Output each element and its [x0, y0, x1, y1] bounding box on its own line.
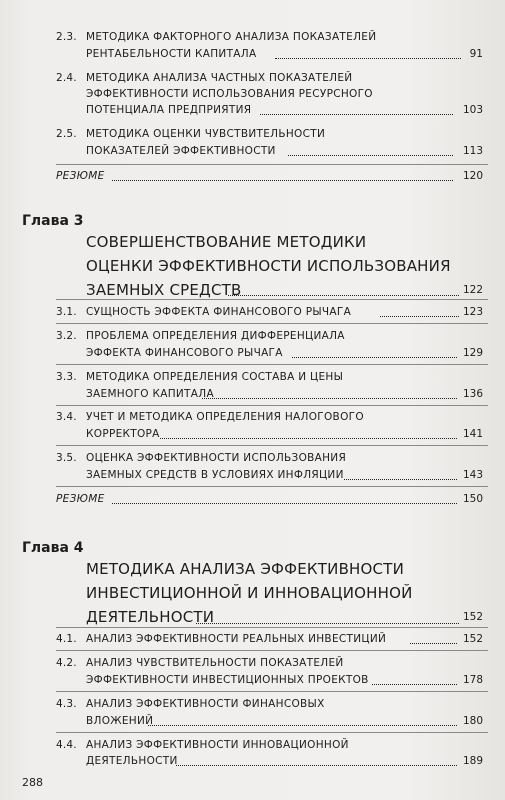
resume-label: РЕЗЮМЕ: [56, 170, 105, 182]
leader-dots: [112, 180, 453, 181]
entry-page: 150: [462, 493, 483, 505]
leader-dots: [112, 503, 457, 504]
entry-page: 103: [462, 104, 483, 116]
leader-dots: [196, 623, 459, 624]
entry-title-line: МЕТОДИКА ОПРЕДЕЛЕНИЯ СОСТАВА И ЦЕНЫ: [86, 371, 344, 383]
divider: [56, 627, 488, 628]
entry-title-line: МЕТОДИКА ФАКТОРНОГО АНАЛИЗА ПОКАЗАТЕЛЕЙ: [86, 31, 377, 43]
entry-title-line: УЧЕТ И МЕТОДИКА ОПРЕДЕЛЕНИЯ НАЛОГОВОГО: [86, 411, 364, 423]
entry-number: 3.3.: [56, 371, 77, 383]
page-number: 288: [22, 776, 43, 789]
entry-page: 152: [462, 633, 483, 645]
entry-title-line: ЗАЕМНОГО КАПИТАЛА: [86, 388, 214, 400]
entry-title-line: ЭФФЕКТИВНОСТИ ИНВЕСТИЦИОННЫХ ПРОЕКТОВ: [86, 674, 369, 686]
leader-dots: [292, 357, 457, 358]
leader-dots: [380, 316, 459, 317]
entry-number: 4.2.: [56, 657, 77, 669]
leader-dots: [275, 58, 461, 59]
resume-label: РЕЗЮМЕ: [56, 493, 105, 505]
entry-title-line: ВЛОЖЕНИЙ: [86, 715, 154, 727]
divider: [56, 732, 488, 733]
divider: [56, 164, 488, 165]
chapter-3-label: Глава 3: [22, 213, 84, 229]
entry-title-line: ЭФФЕКТА ФИНАНСОВОГО РЫЧАГА: [86, 347, 283, 359]
divider: [56, 445, 488, 446]
entry-title-line: МЕТОДИКА ОЦЕНКИ ЧУВСТВИТЕЛЬНОСТИ: [86, 128, 326, 140]
divider: [56, 650, 488, 651]
entry-title-line: АНАЛИЗ ЭФФЕКТИВНОСТИ ИННОВАЦИОННОЙ: [86, 739, 349, 751]
entry-title-line: ОЦЕНКА ЭФФЕКТИВНОСТИ ИСПОЛЬЗОВАНИЯ: [86, 452, 347, 464]
leader-dots: [160, 438, 457, 439]
entry-number: 2.4.: [56, 72, 77, 84]
chapter-4-page: 152: [462, 611, 483, 623]
entry-page: 120: [462, 170, 483, 182]
chapter-3-title-line: ОЦЕНКИ ЭФФЕКТИВНОСТИ ИСПОЛЬЗОВАНИЯ: [86, 257, 451, 275]
leader-dots: [260, 114, 453, 115]
chapter-3-title-line: ЗАЕМНЫХ СРЕДСТВ: [86, 281, 242, 299]
entry-title-line: ПОТЕНЦИАЛА ПРЕДПРИЯТИЯ: [86, 104, 252, 116]
entry-page: 129: [462, 347, 483, 359]
entry-number: 2.5.: [56, 128, 77, 140]
leader-dots: [176, 765, 457, 766]
entry-title-line: РЕНТАБЕЛЬНОСТИ КАПИТАЛА: [86, 48, 257, 60]
chapter-4-title-line: ДЕЯТЕЛЬНОСТИ: [86, 608, 215, 626]
entry-number: 3.1.: [56, 306, 77, 318]
entry-title-line: АНАЛИЗ ЧУВСТВИТЕЛЬНОСТИ ПОКАЗАТЕЛЕЙ: [86, 657, 344, 669]
chapter-3-title-line: СОВЕРШЕНСТВОВАНИЕ МЕТОДИКИ: [86, 233, 367, 251]
entry-title-line: АНАЛИЗ ЭФФЕКТИВНОСТИ ФИНАНСОВЫХ: [86, 698, 325, 710]
chapter-4-label: Глава 4: [22, 540, 84, 556]
leader-dots: [148, 725, 457, 726]
chapter-3-page: 122: [462, 284, 483, 296]
chapter-4-title-line: МЕТОДИКА АНАЛИЗА ЭФФЕКТИВНОСТИ: [86, 560, 404, 578]
divider: [56, 323, 488, 324]
entry-title-line: ПРОБЛЕМА ОПРЕДЕЛЕНИЯ ДИФФЕРЕНЦИАЛА: [86, 330, 345, 342]
entry-page: 178: [462, 674, 483, 686]
entry-title-line: ЭФФЕКТИВНОСТИ ИСПОЛЬЗОВАНИЯ РЕСУРСНОГО: [86, 88, 373, 100]
divider: [56, 299, 488, 300]
entry-page: 113: [462, 145, 483, 157]
divider: [56, 691, 488, 692]
entry-page: 180: [462, 715, 483, 727]
entry-title-line: МЕТОДИКА АНАЛИЗА ЧАСТНЫХ ПОКАЗАТЕЛЕЙ: [86, 72, 353, 84]
entry-title-line: АНАЛИЗ ЭФФЕКТИВНОСТИ РЕАЛЬНЫХ ИНВЕСТИЦИЙ: [86, 633, 387, 645]
divider: [56, 364, 488, 365]
divider: [56, 405, 488, 406]
entry-title-line: СУЩНОСТЬ ЭФФЕКТА ФИНАНСОВОГО РЫЧАГА: [86, 306, 352, 318]
entry-title-line: ПОКАЗАТЕЛЕЙ ЭФФЕКТИВНОСТИ: [86, 145, 276, 157]
entry-number: 3.5.: [56, 452, 77, 464]
entry-page: 123: [462, 306, 483, 318]
entry-page: 143: [462, 469, 483, 481]
entry-title-line: КОРРЕКТОРА: [86, 428, 160, 440]
entry-number: 4.4.: [56, 739, 77, 751]
entry-title-line: ДЕЯТЕЛЬНОСТИ: [86, 755, 178, 767]
entry-page: 136: [462, 388, 483, 400]
leader-dots: [410, 643, 457, 644]
leader-dots: [372, 684, 457, 685]
leader-dots: [228, 295, 459, 296]
entry-number: 2.3.: [56, 31, 77, 43]
entry-number: 4.1.: [56, 633, 77, 645]
leader-dots: [288, 155, 453, 156]
divider: [56, 486, 488, 487]
leader-dots: [344, 479, 457, 480]
entry-number: 4.3.: [56, 698, 77, 710]
entry-number: 3.2.: [56, 330, 77, 342]
entry-number: 3.4.: [56, 411, 77, 423]
entry-page: 91: [469, 48, 483, 60]
entry-page: 189: [462, 755, 483, 767]
chapter-4-title-line: ИНВЕСТИЦИОННОЙ И ИННОВАЦИОННОЙ: [86, 584, 413, 602]
entry-page: 141: [462, 428, 483, 440]
leader-dots: [202, 398, 457, 399]
entry-title-line: ЗАЕМНЫХ СРЕДСТВ В УСЛОВИЯХ ИНФЛЯЦИИ: [86, 469, 344, 481]
